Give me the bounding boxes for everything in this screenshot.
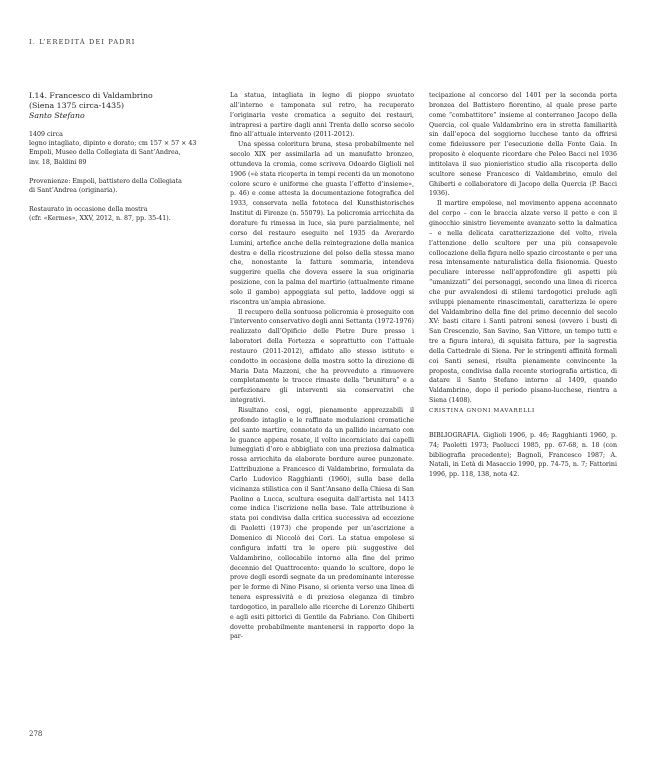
- paragraph-5: tecipazione al concorso del 1401 per la seconda porta bronzea del Battistero fiorentino, al quale prese parte come “combattitore” insieme al conterraneo Jacopo della Quercia, col quale Valdambrino era in stretta familiarità sin dall’epoca del soggiorno lucchese tanto da offrirsi come fideiussore per l’esecuzione della Fonte Gaia. In proposito è eloquente ricordare che Peleo Bacci nel 1936 intitolava il suo pionieristico studio alla riscoperta dello scultore senese Francesco di Valdambrino, emulo del Ghiberti e collaboratore di Jacopo della Quercia (P. Bacci 1936).: [429, 92, 617, 198]
- paragraph-2: Una spessa coloritura bruna, stesa probabilmente nel secolo XIX per assimilarla ad un manufatto bronzeo, ottundeva la cromia, come scriveva Odoardo Giglioli nel 1906 («è stata ricoperta in tempi recenti da un monotono colore scuro e uniforme che guasta l’effetto d’insieme», p. 46) e come attesta la documentazione fotografica del 1933, conservata nella fototeca del Kunsthistorisches Institut di Firenze (n. 55079). La policromia arricchita da dorature fu rimessa in luce, sia pure parzialmente, nel corso del restauro eseguito nel 1935 da Averardo Lumini, artefice anche della reintegrazione della manica destra e della ricostruzione del polso della stessa mano che, nonostante la fattura sommaria, intendeva suggerire quella che doveva essere la sua originaria posizione, con la palma del martirio (attualmente rimane solo il gambo) appoggiata sul petto, laddove oggi si riscontra un’ampia abrasione.: [230, 141, 414, 306]
- paragraph-6: Il martire empolese, nel movimento appena accennato del corpo – con le braccia alzate verso il petto e con il ginocchio sinistro lievemente avanzato sotto la dalmatica – e nella delicata caratterizzazione del volto, rivela l’attenzione dello scultore per una più consapevole collocazione della figura nello spazio circostante e per una resa intensamente naturalistica della fisionomia. Questo peculiare interesse nell’approfondire gli aspetti più “umanizzati” dei personaggi, secondo una linea di ricerca che pur avvalendosi di stilemi tardogotici prelude agli sviluppi pienamente rinascimentali, caratterizza le opere del Valdambrino della fine del primo decennio del secolo XV: basti citare i Santi patroni senesi (ovvero i busti di San Crescenzio, San Savino, San Vittore, un tempo tutti e tre a figura intera), di squisita fattura, per la sagrestia della Cattedrale di Siena. Per le stringenti affinità formali coi Santi senesi, risulta pienamente convincente la proposta, condivisa dalla recente storiografia artistica, di datare il Santo Stefano intorno al 1409, quando Valdambrino, dopo il periodo pisano-lucchese, rientra a Siena (1408).: [429, 200, 617, 405]
- running-header: I. L’EREDITÀ DEI PADRI: [29, 38, 136, 46]
- work-material: legno intagliato, dipinto e dorato; cm 157 × 57 × 43: [29, 140, 197, 148]
- provenance-line-2: di Sant’Andrea (originaria).: [29, 187, 118, 195]
- artist-dates: (Siena 1375 circa-1435): [29, 101, 125, 110]
- catalog-entry: [29, 91, 217, 224]
- work-date: 1409 circa: [29, 131, 63, 138]
- provenance-line-1: Provenienze: Empoli, battistero della Collegiata: [29, 177, 182, 185]
- work-title: Santo Stefano: [29, 111, 85, 120]
- paragraph-4: Risultano così, oggi, pienamente apprezzabili il profondo intaglio e le raffinate modulazioni cromatiche del santo martire, connotato da un pallido incarnato con le guance appena rosate, il volto incorniciato dai capelli lumeggiati d’oro e abbigliato con una preziosa dalmatica rossa arricchita da elaborate bordure auree punzonate. L’attribuzione a Francesco di Valdambrino, formulata da Carlo Ludovico Ragghianti (1960), sulla base della vicinanza stilistica con il Sant’Ansano della Chiesa di San Paolino a Lucca, scultura eseguita dall’artista nel 1413 come indica l’iscrizione nella base. Tale attribuzione è stata poi condivisa dalla critica successiva ad eccezione di Paoletti (1973) che propende per un’ascrizione a Domenico di Niccolò dei Cori. La statua empolese si configura infatti tra le opere più suggestive del Valdambrino, collocabile intorno alla fine del primo decennio del Quattrocento: quando lo scultore, dopo le prove degli esordi segnate da un predominante interesse per le forme di Nino Pisano, si orienta verso una linea di tenera espressività e di preziosa eleganza di timbro tardogotico, in parallelo alle ricerche di Lorenzo Ghiberti e agli esiti pittorici di Gentile da Fabriano. Con Ghiberti dovette probabilmente mantenersi in rapporto dopo la par-: [230, 407, 414, 641]
- work-location: Empoli, Museo della Collegiata di Sant’Andrea,: [29, 149, 181, 157]
- author-signature: CRISTINA GNONI MAVARELLI: [429, 408, 535, 414]
- restoration-line-1: Restaurato in occasione della mostra: [29, 206, 148, 214]
- restoration-line-2: (cfr. «Kermes», XXV, 2012, n. 87, pp. 35-41).: [29, 215, 171, 223]
- work-inventory: inv. 18, Baldini 89: [29, 158, 87, 166]
- paragraph-3: Il recupero della sontuosa policromia è proseguito con l’intervento conservativo degli anni Settanta (1972-1976) realizzato dall’Opificio delle Pietre Dure presso i laboratori della Fortezza e soprattutto con l’attuale restauro (2011-2012), affidato allo stesso istituto e condotto in occasione della mostra sotto la direzione di Maria Data Mazzoni, che ha provveduto a rimuovere completamente le tracce rimaste della “brunitura” e a perfezionare gli interventi sia conservativi che integrativi.: [230, 308, 414, 405]
- paragraph-1: La statua, intagliata in legno di pioppo svuotato all’interno e tamponata sul retro, ha recuperato l’originaria veste cromatica a seguito dei restauri, intrapresi a partire dagli anni Trenta dello scorso secolo fino all’attuale intervento (2011-2012).: [230, 92, 414, 139]
- bibliography: BIBLIOGRAFIA. Giglioli 1906, p. 46; Ragghianti 1960, p. 74; Paoletti 1973; Paolucci 1985, pp. 67-68, n. 18 (con bibliografia precedente); Bagnoli, Francesco 1987; A. Natali, in L’età di Masaccio 1990, pp. 74-75, n. 7; Fattorini 1996, pp. 118, 138, nota 42.: [429, 431, 617, 479]
- body-column-1: [230, 91, 414, 642]
- entry-title: I.14. Francesco di Valdambrino: [29, 91, 153, 100]
- body-column-2: [429, 91, 617, 480]
- page-number: 278: [29, 730, 43, 738]
